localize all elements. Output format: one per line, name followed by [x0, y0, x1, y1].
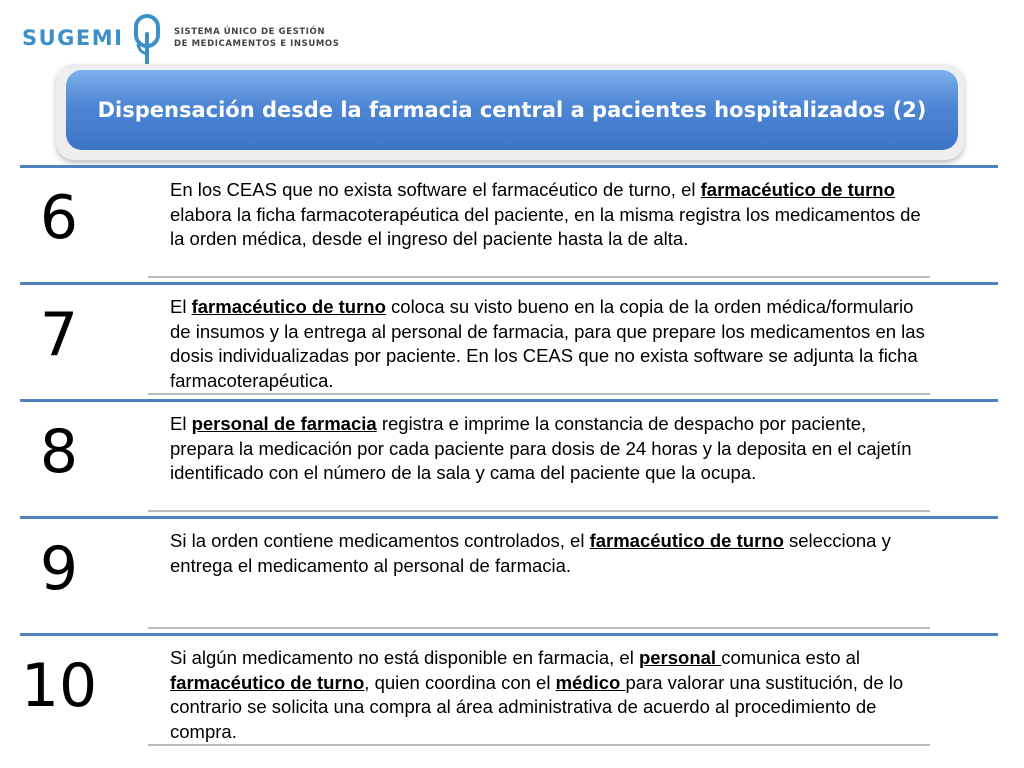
step-description: [170, 646, 930, 744]
step-underline: [148, 627, 930, 629]
step-role-highlight: personal de farmacia: [191, 413, 377, 434]
step-divider: [20, 282, 998, 285]
step-role-highlight: farmacéutico de turno: [700, 179, 895, 200]
step-number: 8: [39, 417, 79, 487]
title-banner: [66, 70, 958, 150]
step-description: [170, 529, 930, 578]
step-row: [0, 399, 1024, 516]
step-underline: [148, 276, 930, 278]
step-number: 10: [20, 651, 98, 721]
page-title: Dispensación desde la farmacia central a pacientes hospitalizados (2): [97, 98, 927, 122]
step-text-segment: elabora la ficha farmacoterapéutica del paciente, en la misma registra los medicamentos de la orden médica, desde el ingreso del paciente hasta la de alta.: [170, 203, 921, 249]
step-text-segment: , quien coordina con el: [364, 671, 556, 693]
step-text-segment: registra e imprime la constancia de despacho por paciente, prepara la medicación por cada paciente para dosis de 24 horas y la deposita en el cajetín identificado con el número de la sala y cama del paciente que la ocupa.: [170, 413, 912, 483]
step-text-segment: El: [170, 413, 192, 434]
step-row: [0, 282, 1024, 399]
step-row: [0, 165, 1024, 282]
logo-wordmark: SUGEMI: [22, 26, 124, 50]
step-text-segment: Si la orden contiene medicamentos controlados, el: [170, 530, 590, 551]
step-text-segment: coloca su visto bueno en la copia de la orden médica/formulario de insumos y la entrega al personal de farmacia, para que prepare los medicamentos en las dosis individualizadas por paciente. En los CEAS que no exista software se adjunta la ficha farmacoterapéutica.: [170, 296, 925, 391]
step-text-segment: selecciona y entrega el medicamento al personal de farmacia.: [170, 530, 891, 576]
step-description: [170, 412, 930, 486]
step-number: 6: [39, 183, 79, 253]
step-description: [170, 295, 930, 393]
step-underline: [148, 393, 930, 395]
step-divider: [20, 399, 998, 402]
logo-symbol-icon: [132, 14, 162, 66]
step-number: 9: [39, 534, 79, 604]
step-role-highlight: médico: [555, 671, 626, 693]
step-role-highlight: farmacéutico de turno: [589, 530, 784, 551]
logo-tagline: [174, 26, 364, 50]
step-number: 7: [39, 300, 79, 370]
step-row: [0, 633, 1024, 750]
step-text-segment: En los CEAS que no exista software el farmacéutico de turno, el: [170, 179, 701, 200]
logo-tagline-line2: DE MEDICAMENTOS E INSUMOS: [174, 39, 340, 49]
step-text-segment: El: [170, 296, 192, 317]
step-underline: [148, 744, 930, 746]
step-text-segment: comunica esto al: [721, 647, 861, 668]
step-row: [0, 516, 1024, 633]
step-description: [170, 178, 930, 252]
step-role-highlight: farmacéutico de turno: [170, 671, 365, 693]
step-role-highlight: personal: [638, 647, 722, 668]
step-text-segment: Si algún medicamento no está disponible en farmacia, el: [170, 647, 639, 668]
step-divider: [20, 516, 998, 519]
step-divider: [20, 165, 998, 168]
step-text-segment: para valorar una sustitución, de lo contrario se solicita una compra al área administrativa de acuerdo al procedimiento de compra.: [170, 671, 904, 742]
logo-tagline-line1: SISTEMA ÚNICO DE GESTIÓN: [174, 27, 326, 37]
step-divider: [20, 633, 998, 636]
step-underline: [148, 510, 930, 512]
step-role-highlight: farmacéutico de turno: [191, 296, 386, 317]
